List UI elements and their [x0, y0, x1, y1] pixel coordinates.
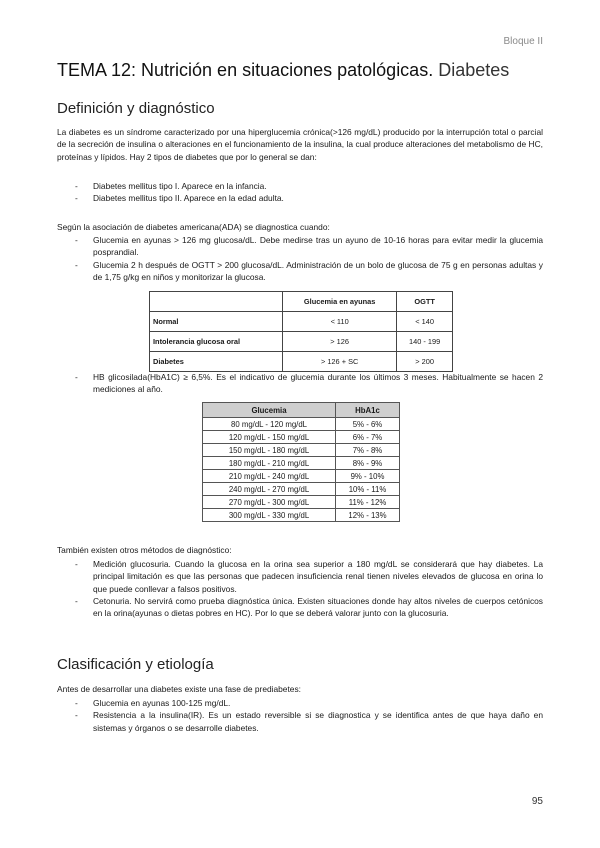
table-cell: > 126 [283, 332, 397, 352]
title-main: TEMA 12: Nutrición en situaciones patológicas. [57, 60, 434, 80]
table-cell: 6% - 7% [336, 431, 400, 444]
table-cell: 10% - 11% [336, 483, 400, 496]
table-header-row [203, 403, 400, 418]
prediabetes-list [57, 697, 543, 734]
table-cell: 300 mg/dL - 330 mg/dL [203, 509, 336, 522]
section-heading-definicion: Definición y diagnóstico [57, 100, 215, 117]
hba1c-table [202, 402, 400, 522]
table-header-row [150, 292, 453, 312]
table-row [203, 418, 400, 431]
table-cell: 5% - 6% [336, 418, 400, 431]
table-cell: < 110 [283, 312, 397, 332]
table-cell: 150 mg/dL - 180 mg/dL [203, 444, 336, 457]
table-cell: > 200 [397, 352, 453, 372]
table-row [203, 444, 400, 457]
table-header-cell [150, 292, 283, 312]
table-cell: 9% - 10% [336, 470, 400, 483]
table-cell: Intolerancia glucosa oral [150, 332, 283, 352]
diabetes-types-list [57, 180, 543, 205]
other-methods-list [57, 558, 543, 619]
table-cell: 210 mg/dL - 240 mg/dL [203, 470, 336, 483]
list-item: - Cetonuria. No servirá como prueba diagnóstica única. Existen situaciones donde hay altos niveles de cuerpos cetónicos en la orina(ayunas o dietas pobres en HC). Por lo que se deberá valorar junto con la glucosuria. [57, 595, 543, 620]
ada-criteria-list [57, 234, 543, 283]
table-row [150, 312, 453, 332]
list-item: - Diabetes mellitus tipo II. Aparece en la edad adulta. [57, 192, 543, 204]
table-row [203, 470, 400, 483]
table-cell: 7% - 8% [336, 444, 400, 457]
table-row [203, 496, 400, 509]
table-cell: 12% - 13% [336, 509, 400, 522]
table-header-cell: Glucemia [203, 403, 336, 418]
table-cell: Normal [150, 312, 283, 332]
table-cell: 140 - 199 [397, 332, 453, 352]
ada-intro: Según la asociación de diabetes americana(ADA) se diagnostica cuando: [57, 222, 330, 232]
list-item: - Resistencia a la insulina(IR). Es un estado reversible si se diagnostica y se identifica antes de que haya daño en sistemas y órganos o se desarrolle diabetes. [57, 709, 543, 734]
table-row [203, 431, 400, 444]
table-cell: 270 mg/dL - 300 mg/dL [203, 496, 336, 509]
diagnosis-table [149, 291, 453, 372]
list-item: - Glucemia 2 h después de OGTT > 200 glucosa/dL. Administración de un bolo de glucosa de 75 g en personas adultas y de 1,75 g/kg en niños y monitorizar la glucosa. [57, 259, 543, 284]
list-item: - Glucemia en ayunas > 126 mg glucosa/dL. Debe medirse tras un ayuno de 10-16 horas para evitar medir la glucemia posprandial. [57, 234, 543, 259]
table-row [203, 457, 400, 470]
table-row [203, 483, 400, 496]
running-header: Bloque II [503, 36, 543, 47]
title-sub: Diabetes [438, 60, 510, 80]
list-item: - Medición glucosuria. Cuando la glucosa en la orina sea superior a 180 mg/dL se considerará que hay diabetes. La principal limitación es que las personas que padecen insuficiencia renal tienen niveles elevados de glucosa en orina lo que puede conllevar a falsos positivos. [57, 558, 543, 595]
table-cell: 11% - 12% [336, 496, 400, 509]
table-cell: 180 mg/dL - 210 mg/dL [203, 457, 336, 470]
list-item: - Diabetes mellitus tipo I. Aparece en la infancia. [57, 180, 543, 192]
table-row [203, 509, 400, 522]
list-item: - HB glicosilada(HbA1C) ≥ 6,5%. Es el indicativo de glucemia durante los últimos 3 meses. Habitualmente se hacen 2 mediciones al año. [57, 371, 543, 396]
table-cell: 80 mg/dL - 120 mg/dL [203, 418, 336, 431]
intro-paragraph: La diabetes es un síndrome caracterizado por una hiperglucemia crónica(>126 mg/dL) producido por la interrupción total o parcial de la secreción de insulina o alteraciones en el funcionamiento de la insulina, la cual produce alteraciones del metabolismo de HC, proteínas y lípidos. Hay 2 tipos de diabetes que por lo general se dan: [57, 127, 543, 162]
table-cell: > 126 + SC [283, 352, 397, 372]
prediabetes-intro: Antes de desarrollar una diabetes existe una fase de prediabetes: [57, 684, 301, 694]
table-cell: < 140 [397, 312, 453, 332]
section-heading-clasificacion: Clasificación y etiología [57, 656, 214, 673]
other-methods-intro: También existen otros métodos de diagnóstico: [57, 545, 232, 555]
table-header-cell: HbA1c [336, 403, 400, 418]
table-header-cell: Glucemia en ayunas [283, 292, 397, 312]
hba1c-list [57, 371, 543, 396]
table-cell: Diabetes [150, 352, 283, 372]
page-number: 95 [531, 796, 543, 807]
table-row [150, 332, 453, 352]
page-title [57, 60, 509, 81]
list-item: - Glucemia en ayunas 100-125 mg/dL. [57, 697, 543, 709]
table-cell: 120 mg/dL - 150 mg/dL [203, 431, 336, 444]
table-cell: 8% - 9% [336, 457, 400, 470]
table-header-cell: OGTT [397, 292, 453, 312]
table-row [150, 352, 453, 372]
table-cell: 240 mg/dL - 270 mg/dL [203, 483, 336, 496]
